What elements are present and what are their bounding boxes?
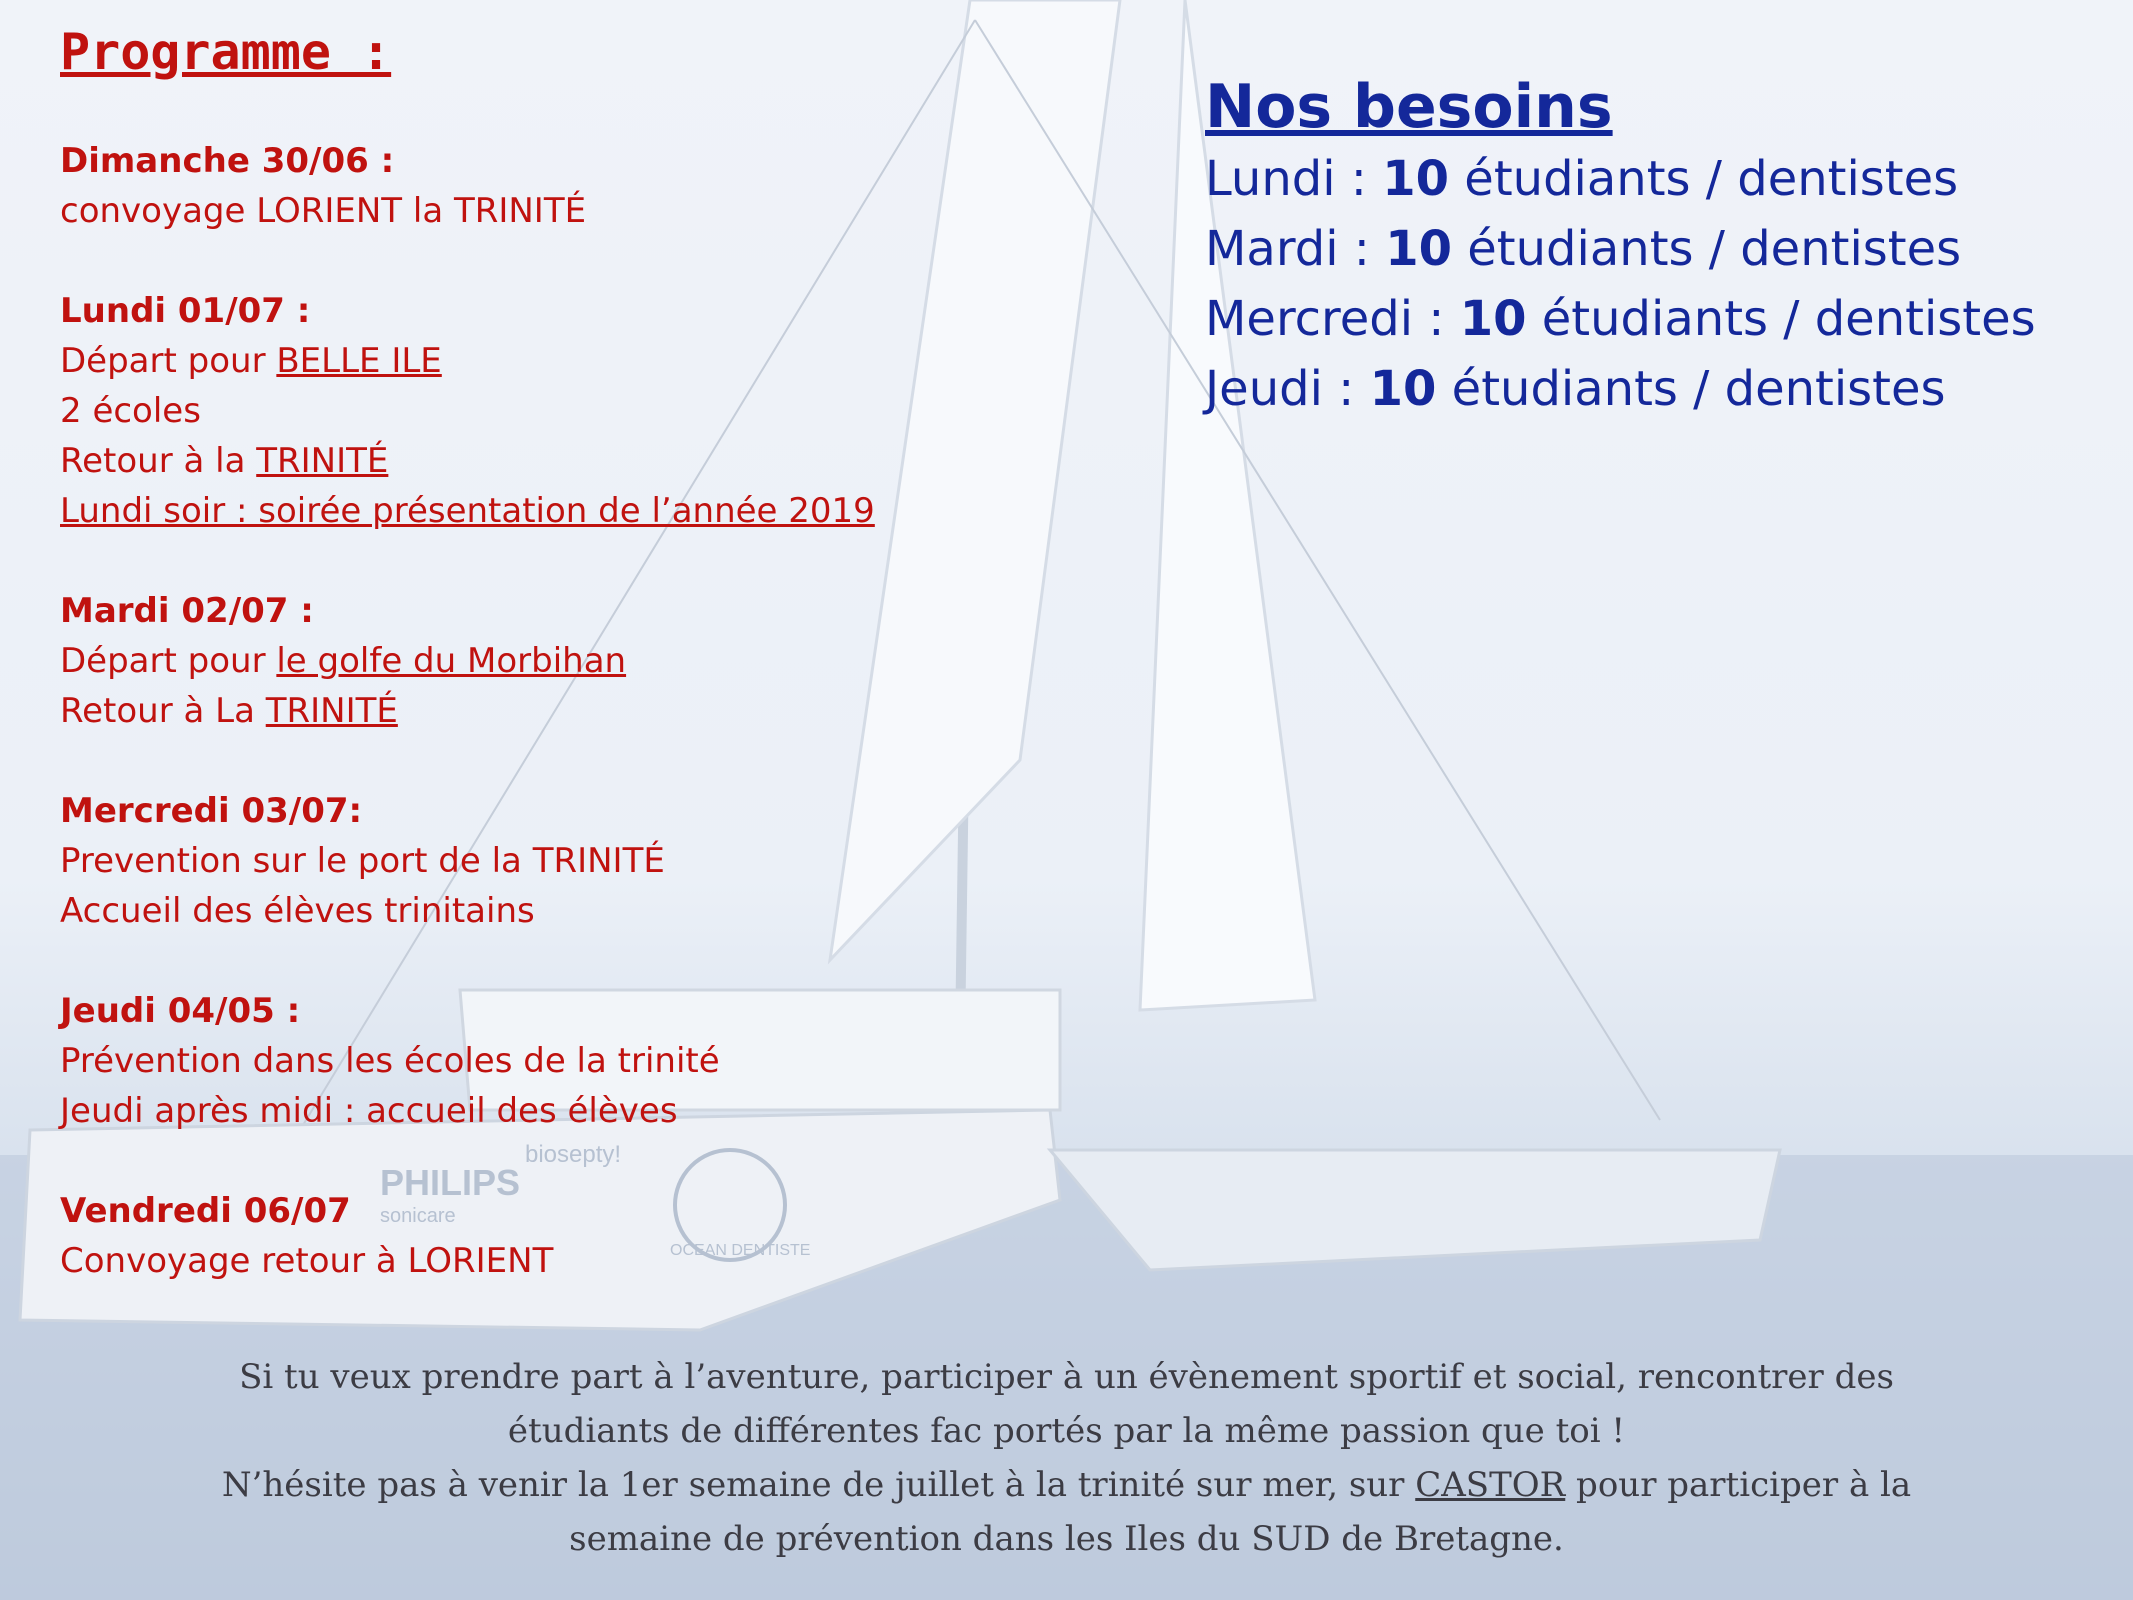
day-line [60,486,1160,536]
day-vendredi [60,1186,1160,1286]
need-day: Mercredi : [1205,291,1460,347]
need-item [1205,214,2036,284]
need-day: Mardi : [1205,221,1386,277]
need-count: 10 [1369,361,1437,417]
day-line: Accueil des élèves trinitains [60,891,535,931]
day-line: Convoyage retour à LORIENT [60,1241,554,1281]
day-line [60,336,1160,386]
need-item [1205,284,2036,354]
sponsor-logo: PHILIPS [380,1162,521,1203]
need-rest: étudiants / dentistes [1526,291,2036,347]
need-count: 10 [1385,221,1453,277]
day-line [60,686,1160,736]
day-title: Mardi 02/07 : [60,591,314,631]
line-prefix: Départ pour [60,641,277,681]
trinite-link[interactable]: TRINITÉ [265,691,398,731]
day-mardi [60,586,1160,736]
day-jeudi [60,986,1160,1136]
castor-link[interactable]: CASTOR [1415,1465,1566,1505]
day-line: Prevention sur le port de la TRINITÉ [60,841,665,881]
day-line: Jeudi après midi : accueil des élèves [60,1091,678,1131]
day-line: convoyage LORIENT la TRINITÉ [60,191,587,231]
need-rest: étudiants / dentistes [1452,221,1962,277]
need-item [1205,354,2036,424]
invite-line: semaine de prévention dans les Iles du SUD de Bretagne. [569,1519,1564,1559]
need-count: 10 [1382,151,1450,207]
invite-suffix: pour participer à la [1565,1465,1912,1505]
day-line: 2 écoles [60,391,201,431]
invite-line [40,1458,2093,1512]
invite-prefix: N’hésite pas à venir la 1er semaine de juillet à la trinité sur mer, sur [221,1465,1416,1505]
day-title: Mercredi 03/07: [60,791,363,831]
besoins-section [1205,70,2036,424]
sponsor-logo: OCEAN DENTISTE [670,1242,811,1259]
need-rest: étudiants / dentistes [1449,151,1959,207]
programme-heading: Programme : [60,23,392,81]
day-mercredi [60,786,1160,936]
sponsor-logo: biosepty! [525,1141,622,1168]
need-item [1205,144,2036,214]
need-day: Lundi : [1205,151,1383,207]
need-day: Jeudi : [1205,361,1370,417]
day-title: Vendredi 06/07 [60,1191,351,1231]
need-count: 10 [1459,291,1527,347]
day-line [60,636,1160,686]
need-rest: étudiants / dentistes [1436,361,1946,417]
soiree-link[interactable]: Lundi soir : soirée présentation de l’année 2019 [60,491,875,531]
invite-line: étudiants de différentes fac portés par la même passion que toi ! [507,1411,1626,1451]
invite-line: Si tu veux prendre part à l’aventure, participer à un évènement sportif et social, rencontrer des [239,1357,1894,1397]
day-title: Lundi 01/07 : [60,291,311,331]
invitation-text [40,1350,2093,1566]
belle-ile-link[interactable]: BELLE ILE [276,341,442,381]
besoins-heading: Nos besoins [1205,72,1613,142]
programme-section [60,18,1160,1286]
line-prefix: Retour à la [60,441,257,481]
day-title: Jeudi 04/05 : [60,991,301,1031]
day-line: Prévention dans les écoles de la trinité [60,1041,720,1081]
day-line [60,436,1160,486]
trinite-link[interactable]: TRINITÉ [256,441,389,481]
day-title: Dimanche 30/06 : [60,141,395,181]
line-prefix: Retour à La [60,691,266,731]
golfe-morbihan-link[interactable]: le golfe du Morbihan [276,641,627,681]
line-prefix: Départ pour [60,341,277,381]
day-lundi [60,286,1160,536]
day-dimanche [60,136,1160,236]
sponsor-logo: sonicare [380,1205,456,1227]
